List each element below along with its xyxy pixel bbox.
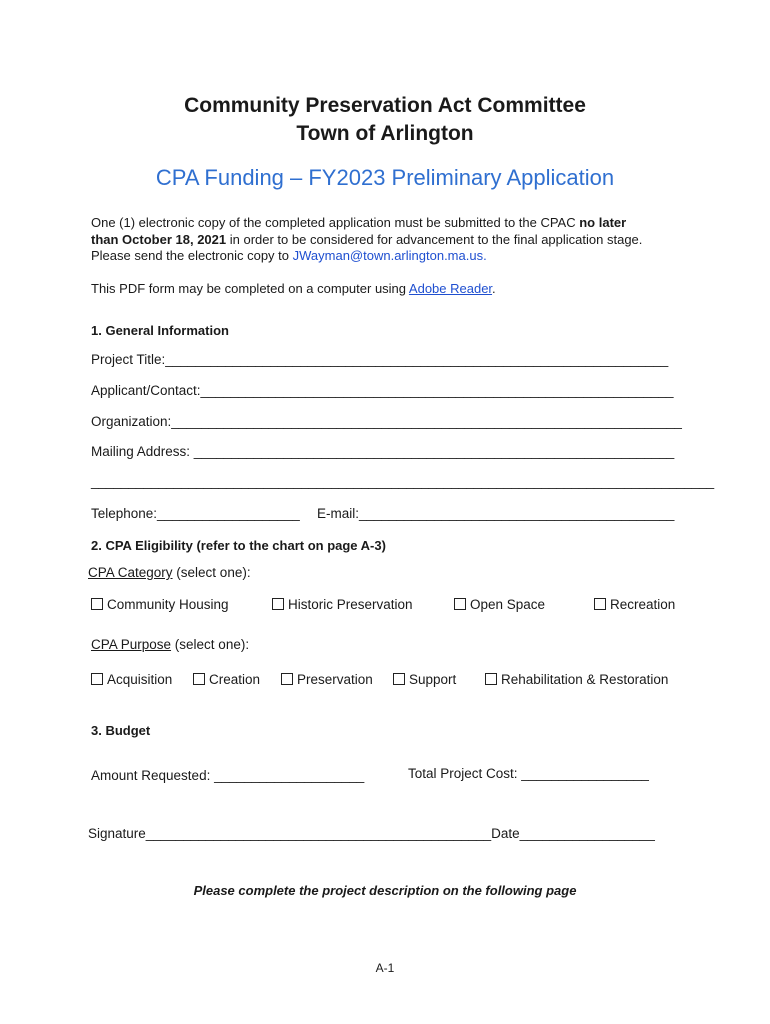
intro-text: One (1) electronic copy of the completed application must be submitted to the CPAC xyxy=(91,215,580,230)
intro-text: Please send the electronic copy to xyxy=(91,248,293,263)
checkbox-label: Community Housing xyxy=(107,597,229,612)
purpose-label-text: CPA Purpose xyxy=(91,637,172,652)
page-number: A-1 xyxy=(375,961,395,975)
checkbox-icon[interactable] xyxy=(91,673,103,685)
category-historic-preservation[interactable] xyxy=(272,597,413,612)
intro-line-1 xyxy=(91,214,626,231)
budget-heading: 3. Budget xyxy=(91,723,151,738)
checkbox-label: Historic Preservation xyxy=(288,597,413,612)
committee-title: Community Preservation Act Committee xyxy=(184,94,586,117)
purpose-hint: (select one): xyxy=(171,637,250,652)
pdf-note-text: This PDF form may be completed on a computer using xyxy=(91,281,409,296)
category-open-space[interactable] xyxy=(454,597,545,612)
application-subtitle: CPA Funding – FY2023 Preliminary Application xyxy=(155,165,615,190)
intro-line-3 xyxy=(91,247,487,264)
intro-line-2 xyxy=(91,231,642,248)
checkbox-icon[interactable] xyxy=(91,598,103,610)
adobe-reader-link[interactable]: Adobe Reader xyxy=(408,281,493,296)
checkbox-label: Rehabilitation & Restoration xyxy=(501,672,669,687)
checkbox-label: Support xyxy=(409,672,457,687)
checkbox-icon[interactable] xyxy=(454,598,466,610)
category-hint: (select one): xyxy=(172,565,251,580)
applicant-field[interactable]: Applicant/Contact:_______________________________________________________________ xyxy=(91,383,674,398)
category-label xyxy=(88,565,251,580)
amount-requested-field[interactable]: Amount Requested: ____________________ xyxy=(91,768,365,783)
closing-note: Please complete the project description on the following page xyxy=(193,883,577,898)
deadline-bold: no later xyxy=(579,215,627,230)
checkbox-icon[interactable] xyxy=(393,673,405,685)
deadline-date: than October 18, 2021 xyxy=(91,232,227,247)
category-recreation[interactable] xyxy=(594,597,675,612)
category-label-text: CPA Category xyxy=(88,565,173,580)
checkbox-icon[interactable] xyxy=(485,673,497,685)
email-field[interactable]: E-mail:__________________________________________ xyxy=(317,506,675,521)
purpose-preservation[interactable] xyxy=(281,672,373,687)
category-community-housing[interactable] xyxy=(91,597,229,612)
checkbox-icon[interactable] xyxy=(272,598,284,610)
checkbox-label: Preservation xyxy=(297,672,373,687)
total-project-cost-field[interactable]: Total Project Cost: _________________ xyxy=(408,766,649,781)
checkbox-label: Open Space xyxy=(470,597,546,612)
checkbox-icon[interactable] xyxy=(594,598,606,610)
checkbox-label: Recreation xyxy=(610,597,676,612)
email-link[interactable]: JWayman@town.arlington.ma.us. xyxy=(292,248,487,263)
town-title: Town of Arlington xyxy=(296,122,474,145)
organization-field[interactable]: Organization:____________________________________________________________________ xyxy=(91,414,682,429)
checkbox-label: Creation xyxy=(209,672,261,687)
intro-text: in order to be considered for advancement to the final application stage. xyxy=(226,232,643,247)
purpose-creation[interactable] xyxy=(193,672,260,687)
signature-date-field[interactable]: Signature______________________________________________Date__________________ xyxy=(88,826,655,841)
telephone-field[interactable]: Telephone:___________________ xyxy=(91,506,300,521)
checkbox-icon[interactable] xyxy=(281,673,293,685)
pdf-note-suffix: . xyxy=(492,281,496,296)
pdf-note xyxy=(91,280,496,297)
purpose-rehabilitation-restoration[interactable] xyxy=(485,672,668,687)
mailing-address-field[interactable]: Mailing Address: ________________________________________________________________ xyxy=(91,444,675,459)
purpose-acquisition[interactable] xyxy=(91,672,172,687)
general-info-heading: 1. General Information xyxy=(91,323,229,338)
checkbox-icon[interactable] xyxy=(193,673,205,685)
purpose-label xyxy=(91,637,249,652)
project-title-field[interactable]: Project Title:___________________________________________________________________ xyxy=(91,352,669,367)
purpose-support[interactable] xyxy=(393,672,456,687)
checkbox-label: Acquisition xyxy=(107,672,173,687)
mailing-address-line-2[interactable]: ___________________________________________________________________________________ xyxy=(91,474,715,489)
eligibility-heading: 2. CPA Eligibility (refer to the chart on page A-3) xyxy=(91,538,386,553)
